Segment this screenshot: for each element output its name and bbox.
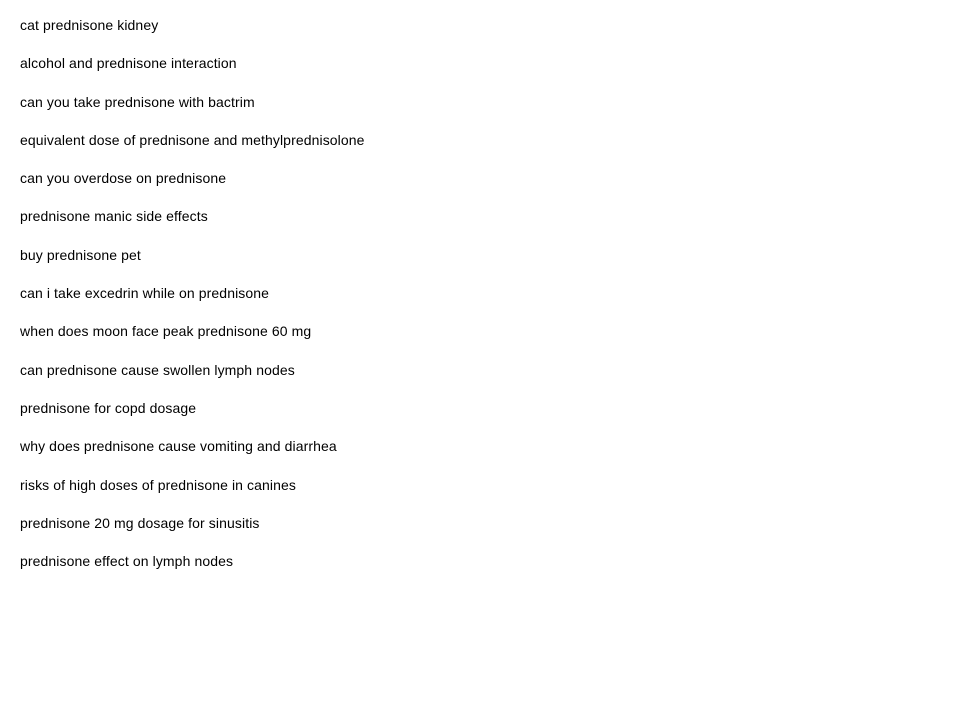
link-item[interactable]: prednisone manic side effects (20, 208, 208, 225)
link-item[interactable]: prednisone for copd dosage (20, 399, 197, 416)
list-item (20, 437, 960, 475)
list-item (20, 552, 960, 590)
link-item[interactable]: can prednisone cause swollen lymph nodes (20, 361, 295, 378)
link-item[interactable]: can you take prednisone with bactrim (20, 93, 255, 110)
list-item (20, 284, 960, 322)
list-item (20, 246, 960, 284)
link-item[interactable]: risks of high doses of prednisone in canines (20, 476, 297, 493)
link-item[interactable]: when does moon face peak prednisone 60 mg (20, 323, 312, 340)
list-item (20, 16, 960, 54)
list-item (20, 399, 960, 437)
link-item[interactable]: cat prednisone kidney (20, 17, 159, 33)
link-item[interactable]: prednisone 20 mg dosage for sinusitis (20, 514, 260, 531)
list-item (20, 514, 960, 552)
link-item[interactable]: equivalent dose of prednisone and methylprednisolone (20, 131, 365, 148)
link-item[interactable]: prednisone effect on lymph nodes (20, 553, 234, 570)
list-item (20, 361, 960, 399)
link-item[interactable]: can you overdose on prednisone (20, 170, 227, 187)
list-item (20, 54, 960, 92)
link-item[interactable]: can i take excedrin while on prednisone (20, 285, 270, 302)
link-item[interactable]: why does prednisone cause vomiting and diarrhea (20, 438, 337, 455)
list-item (20, 131, 960, 169)
list-item (20, 207, 960, 245)
link-list (20, 16, 960, 590)
list-item (20, 93, 960, 131)
list-item (20, 476, 960, 514)
list-item (20, 322, 960, 360)
link-item[interactable]: alcohol and prednisone interaction (20, 55, 237, 72)
list-item (20, 169, 960, 207)
link-item[interactable]: buy prednisone pet (20, 246, 141, 263)
